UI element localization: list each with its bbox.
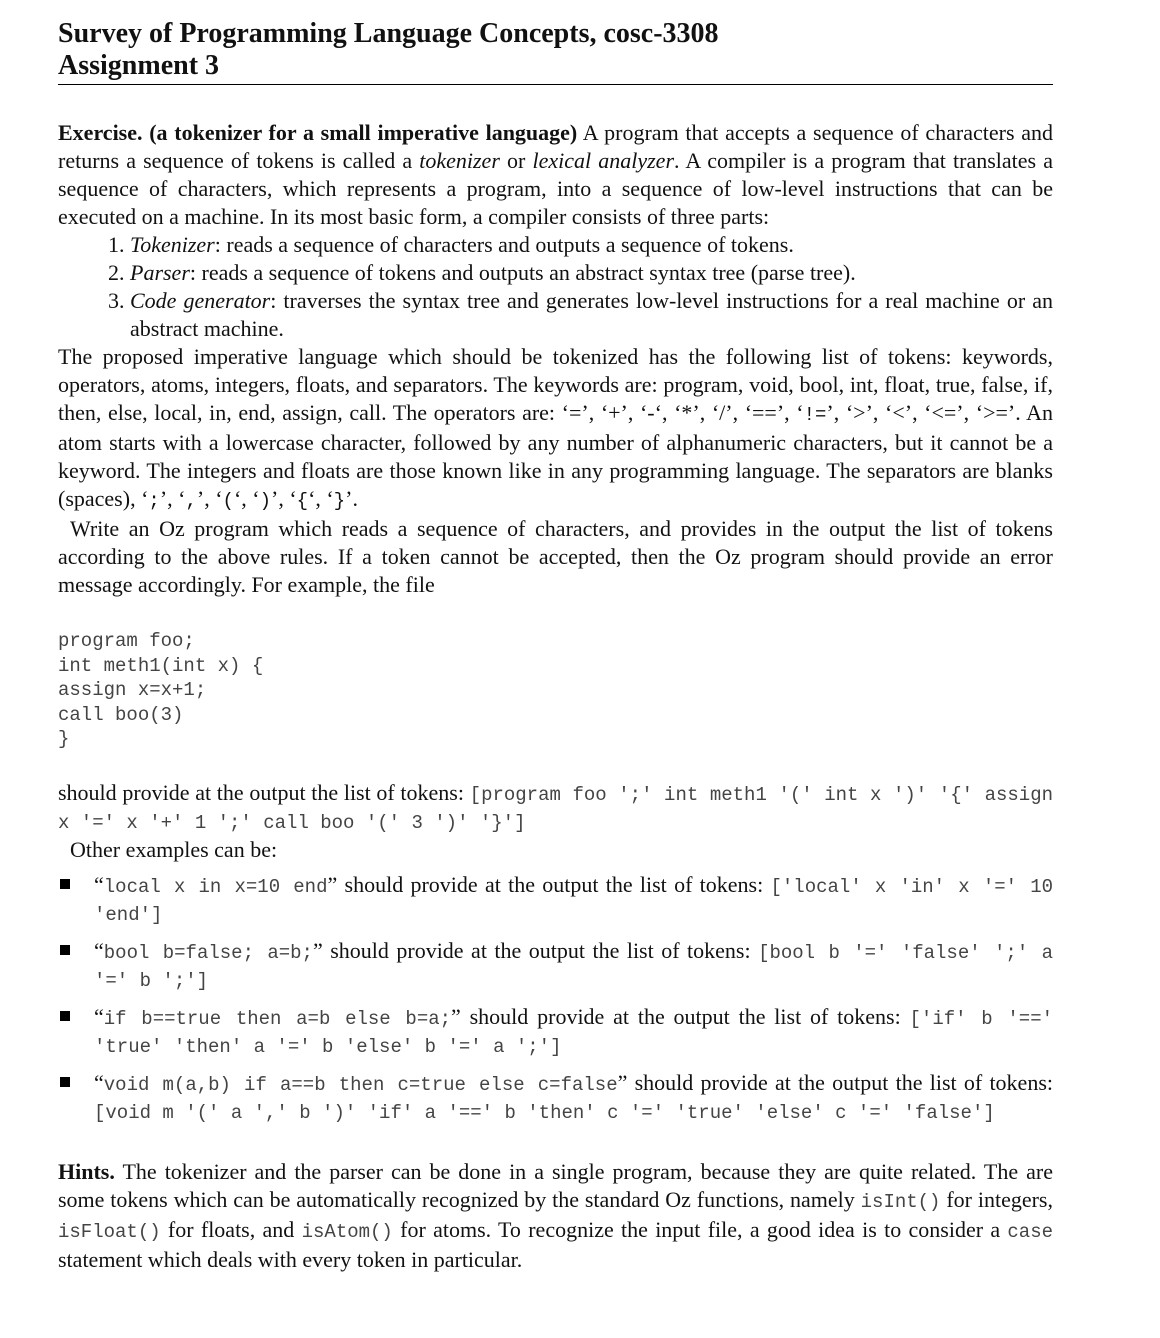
code-line: call boo(3): [58, 703, 184, 726]
bullet-square-icon: [60, 1077, 70, 1087]
part-desc: : reads a sequence of characters and outputs a sequence of tokens.: [214, 232, 794, 257]
example-input: void m(a,b) if a==b then c=true else c=false: [103, 1073, 618, 1096]
case-keyword: case: [1007, 1220, 1053, 1243]
exercise-label: Exercise. (a tokenizer for a small imperative language): [58, 120, 578, 145]
compiler-parts-list: [58, 231, 1053, 343]
other-examples-label: Other examples can be:: [70, 836, 278, 862]
token-glyph: {: [296, 490, 309, 512]
code-line: }: [58, 728, 70, 750]
tokens-text: ‘, ‘: [308, 486, 334, 511]
intro-or: or: [499, 148, 533, 173]
lexical-analyzer-term: lexical analyzer: [532, 148, 675, 173]
example-text: ” should provide at the output the list of tokens:: [617, 1069, 1053, 1095]
code-line: program foo;: [58, 630, 195, 652]
example-output: [void m '(' a ',' b ')' 'if' a '==' b 'then' c '=' 'true' 'else' c '=' 'false']: [94, 1101, 995, 1124]
example-input: bool b=false; a=b;: [103, 941, 313, 964]
hints-label: Hints.: [58, 1158, 115, 1184]
output-paragraph: [58, 780, 1053, 836]
tokens-text: ’, ‘>’, ‘<’, ‘<=’, ‘>=’. An atom starts with a lowercase character, followed by any number of alphanumeric characters, but it cannot be a keyword. The integers and floats are those known like in any programming language. The separators are blanks (spaces), ‘: [58, 400, 1053, 511]
output-tokens: [program foo ';' int meth1 '(' int x ')' '{' assign x '=' x '+' 1 ';' call boo '(' 3 ')' '}']: [58, 783, 1054, 834]
part-term: Tokenizer: [130, 232, 215, 257]
example-text: ” should provide at the output the list of tokens:: [312, 937, 759, 963]
code-line: int meth1(int x) {: [58, 654, 264, 677]
example-code-block: [58, 629, 1053, 752]
example-text: ” should provide at the output the list of tokens:: [327, 871, 771, 897]
isint-function: isInt(): [860, 1190, 941, 1213]
example-output: [bool b '=' 'false' ';' a '=' b ';']: [94, 941, 1054, 992]
token-glyph: !=: [803, 404, 827, 426]
examples-list: [58, 872, 1053, 1126]
tokens-text: ’, ‘: [159, 486, 186, 511]
tokens-paragraph: [58, 343, 1053, 515]
list-item: “local x in x=10 end” should provide at the output the list of tokens: ['local' x 'in' x '=' 10 'end']: [58, 872, 1053, 928]
example-output: ['local' x 'in' x '=' 10 'end']: [94, 875, 1054, 926]
token-glyph: ): [259, 490, 271, 512]
list-item: “void m(a,b) if a==b then c=true else c=false” should provide at the output the list of tokens: [void m '(' a ',' b ')' 'if' a '==' b 'then' c '=' 'true' 'else' c '=' 'false']: [58, 1070, 1053, 1126]
bullet-square-icon: [60, 879, 70, 889]
hints-text: for floats, and: [160, 1216, 302, 1242]
output-text: should provide at the output the list of tokens:: [58, 779, 470, 805]
part-term: Parser: [130, 260, 190, 285]
tokens-text: ’, ‘: [271, 486, 297, 511]
token-glyph: ;: [148, 490, 160, 512]
list-item: “if b==true then a=b else b=a;” should provide at the output the list of tokens: ['if' b '==' 'true' 'then' a '=' b 'else' b '=' a ';']: [58, 1004, 1053, 1060]
document-header: [58, 18, 1053, 85]
tokens-text: ’, ‘: [196, 486, 223, 511]
tokenizer-term: tokenizer: [419, 148, 500, 173]
example-input: if b==true then a=b else b=a;: [103, 1007, 452, 1030]
list-item: [130, 259, 1053, 287]
hints-paragraph: [58, 1158, 1053, 1274]
token-glyph: ,: [185, 490, 197, 512]
part-term: Code generator: [130, 288, 271, 313]
assignment-title: Assignment 3: [58, 50, 220, 81]
bullet-square-icon: [60, 1011, 70, 1021]
course-title: Survey of Programming Language Concepts, cosc-3308: [58, 18, 719, 49]
hints-text: for atoms. To recognize the input file, a good idea is to consider a: [392, 1216, 1008, 1242]
part-desc: : traverses the syntax tree and generates low-level instructions for a real machine or an abstract machine.: [130, 288, 1054, 341]
list-item: “bool b=false; a=b;” should provide at the output the list of tokens: [bool b '=' 'false' ';' a '=' b ';']: [58, 938, 1053, 994]
list-item: [130, 287, 1053, 343]
example-input: local x in x=10 end: [103, 875, 328, 898]
part-desc: : reads a sequence of tokens and outputs an abstract syntax tree (parse tree).: [189, 260, 856, 285]
task-paragraph: Write an Oz program which reads a sequence of characters, and provides in the output the list of tokens according to the above rules. If a token cannot be accepted, then the Oz program should provide an error message accordingly. For example, the file: [58, 516, 1053, 597]
hints-text: for integers,: [940, 1186, 1053, 1212]
bullet-square-icon: [60, 945, 70, 955]
example-output: ['if' b '==' 'true' 'then' a '=' b 'else' b '=' a ';']: [94, 1007, 1053, 1058]
intro-text-a: A program that accepts a sequence of characters and returns a sequence of tokens is called a: [58, 120, 1053, 173]
intro-text-b: . A compiler is a program that translates a sequence of characters, which represents a program, into a sequence of low-level instructions that can be executed on a machine. In its most basic form, a compiler consists of three parts:: [58, 148, 1053, 229]
tokens-text: The proposed imperative language which should be tokenized has the following list of tokens: keywords, operators, atoms, integers, floats, and separators. The keywords are: program, void, bool, int, float, true, false, if, then, else, local, in, end, assign, call. The operators are: ‘=’, ‘+’, ‘-‘, ‘*’, ‘/’, ‘==’, ‘: [58, 344, 1053, 425]
tokens-text: ’.: [345, 486, 358, 511]
list-item: [130, 231, 1053, 259]
example-text: ” should provide at the output the list of tokens:: [451, 1003, 910, 1029]
token-glyph: (: [222, 490, 234, 512]
token-glyph: }: [333, 490, 346, 512]
intro-paragraph: [58, 119, 1053, 231]
hints-text: The tokenizer and the parser can be done in a single program, because they are quite related. The are some tokens which can be automatically recognized by the standard Oz functions, namely: [58, 1158, 1053, 1212]
tokens-text: ‘, ‘: [233, 486, 260, 511]
isatom-function: isAtom(): [301, 1220, 393, 1243]
hints-text: statement which deals with every token in particular.: [58, 1246, 523, 1272]
isfloat-function: isFloat(): [58, 1220, 161, 1243]
code-line: assign x=x+1;: [58, 679, 207, 701]
document-page: [58, 18, 1053, 1274]
